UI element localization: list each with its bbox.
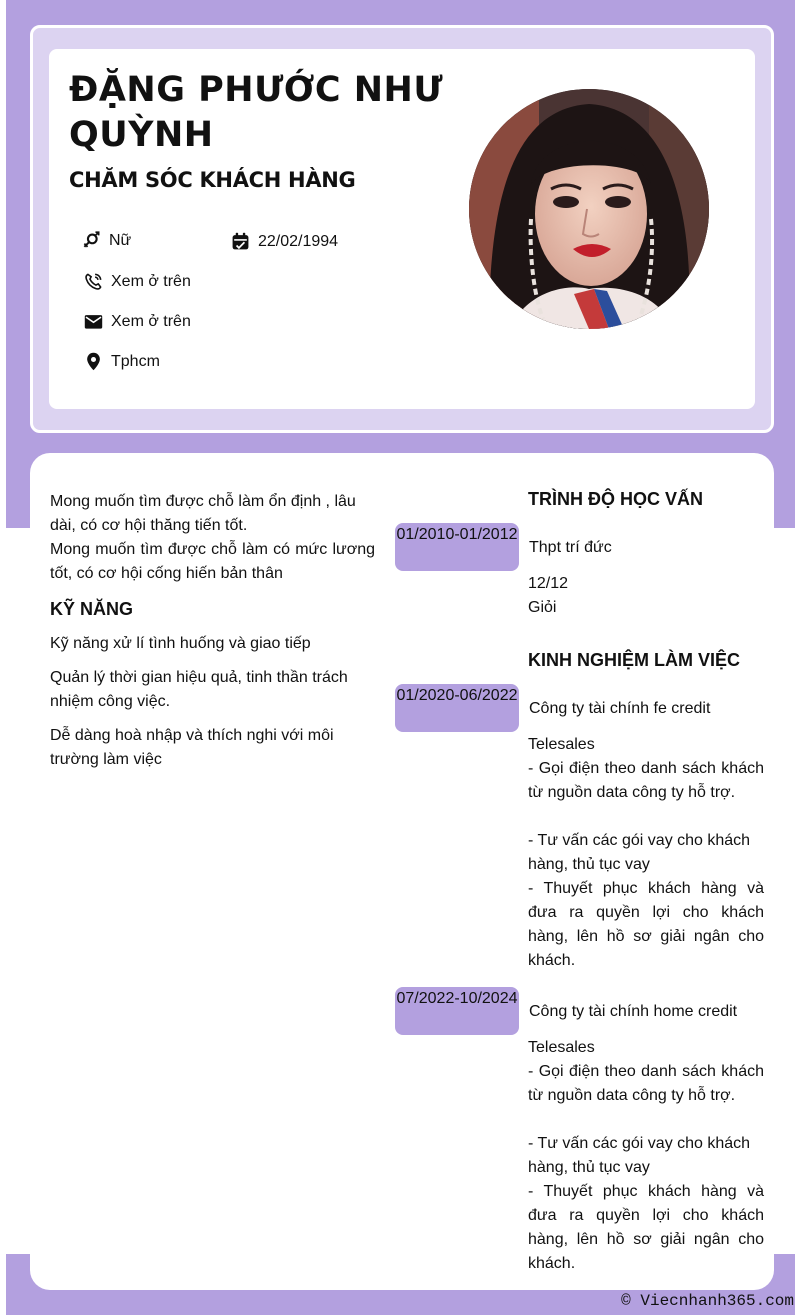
school-name: Thpt trí đức xyxy=(529,539,612,556)
skill-item: Quản lý thời gian hiệu quả, tinh thần trách nhiệm công việc. xyxy=(50,669,348,710)
job-duty: - Gọi điện theo danh sách khách từ nguồn data công ty hỗ trợ. xyxy=(528,760,764,801)
email-value: Xem ở trên xyxy=(111,312,191,330)
job-duty: - Tư vấn các gói vay cho khách hàng, thủ tục vay xyxy=(528,832,751,873)
experience-date: 01/2020-06/2022 xyxy=(395,684,519,732)
education-date: 01/2010-01/2012 xyxy=(395,523,519,571)
birthday-value: 22/02/1994 xyxy=(258,232,339,250)
job-duty: - Thuyết phục khách hàng và đưa ra quyền lợi cho khách hàng, lên hồ sơ giải ngân cho khách. xyxy=(528,880,764,969)
copyright-text: © Viecnhanh365.com xyxy=(621,1292,794,1310)
job-role: Telesales xyxy=(528,736,595,753)
email-info xyxy=(84,312,191,331)
job-duty: - Gọi điện theo danh sách khách từ nguồn data công ty hỗ trợ. xyxy=(528,1063,764,1104)
profile-photo xyxy=(469,89,709,329)
company-name: Công ty tài chính home credit xyxy=(529,1003,738,1020)
objective-line-1: Mong muốn tìm được chỗ làm ổn định , lâu dài, có cơ hội thăng tiến tốt. xyxy=(50,493,356,534)
address-info xyxy=(84,352,160,371)
skill-item: Dễ dàng hoà nhập và thích nghi với môi trường làm việc xyxy=(50,727,334,768)
education-rank: Giỏi xyxy=(528,599,557,616)
objective-line-2: Mong muốn tìm được chỗ làm có mức lương tốt, có cơ hội cống hiến bản thân xyxy=(50,541,375,582)
birthday-info xyxy=(231,232,338,251)
experience-date: 07/2022-10/2024 xyxy=(395,987,519,1035)
gender-value: Nữ xyxy=(109,231,132,249)
mail-icon xyxy=(84,312,103,331)
gender-icon xyxy=(82,231,101,250)
skills-title: KỸ NĂNG xyxy=(50,599,134,619)
skill-item: Kỹ năng xử lí tình huống và giao tiếp xyxy=(50,635,311,652)
job-role: Telesales xyxy=(528,1039,595,1056)
phone-value: Xem ở trên xyxy=(111,272,191,290)
experience-title: KINH NGHIỆM LÀM VIỆC xyxy=(528,650,741,670)
candidate-name: ĐẶNG PHƯỚC NHƯ QUỲNH xyxy=(69,70,444,155)
job-duty: - Thuyết phục khách hàng và đưa ra quyền lợi cho khách hàng, lên hồ sơ giải ngân cho khách. xyxy=(528,1183,764,1272)
address-value: Tphcm xyxy=(111,352,160,370)
avatar xyxy=(469,89,709,329)
phone-icon xyxy=(84,272,103,291)
job-duty: - Tư vấn các gói vay cho khách hàng, thủ tục vay xyxy=(528,1135,751,1176)
education-title: TRÌNH ĐỘ HỌC VẤN xyxy=(528,489,703,509)
company-name: Công ty tài chính fe credit xyxy=(529,700,711,717)
calendar-icon xyxy=(231,232,250,251)
gender-info xyxy=(82,231,131,250)
phone-info xyxy=(84,272,191,291)
job-position: CHĂM SÓC KHÁCH HÀNG xyxy=(69,168,356,192)
education-grade: 12/12 xyxy=(528,575,569,592)
location-pin-icon xyxy=(84,352,103,371)
